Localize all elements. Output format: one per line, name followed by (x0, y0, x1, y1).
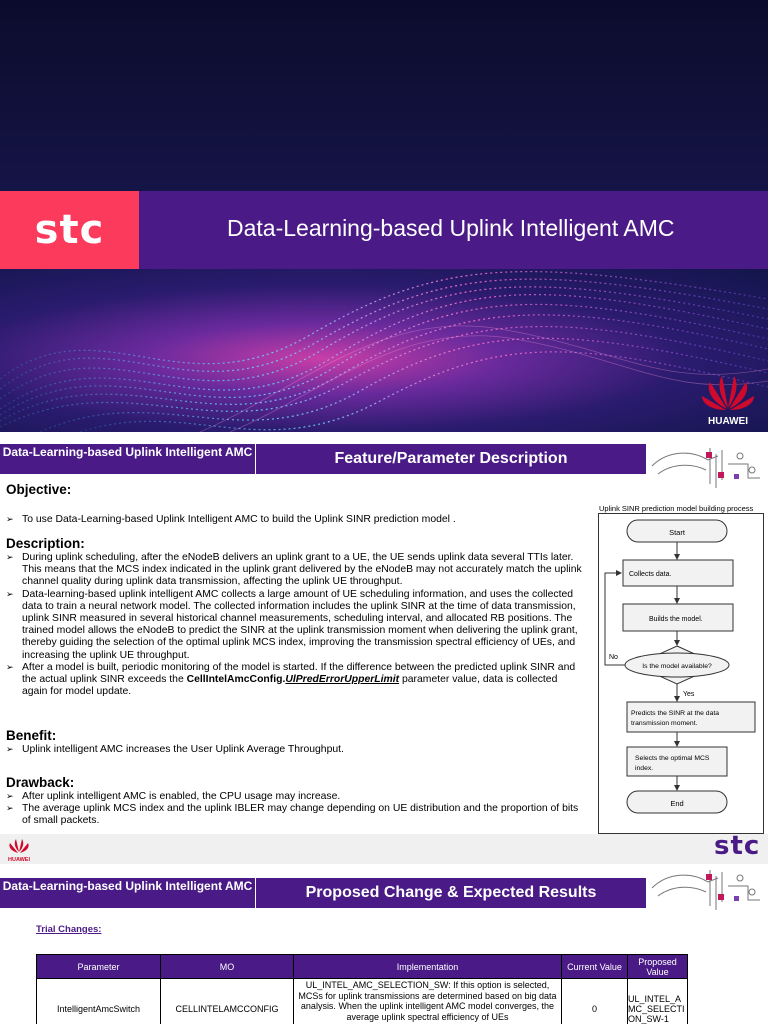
flow-step-select (627, 747, 727, 776)
column-header: Proposed Value (628, 955, 688, 979)
flow-step-predict (627, 702, 755, 732)
flow-decision (625, 646, 729, 684)
flow-start (627, 520, 727, 542)
parameter-cell: IntelligentAmcSwitch (37, 979, 161, 1024)
arrow-bullet-icon: ➢ (6, 792, 14, 802)
column-header: Current Value (562, 955, 628, 979)
flowchart (598, 513, 764, 834)
huawei-petals-icon (696, 370, 760, 428)
divider-bar (0, 834, 768, 864)
huawei-petals-icon (6, 837, 32, 863)
flowchart-caption: Uplink SINR prediction model building process (599, 504, 754, 513)
huawei-logo-small (6, 837, 32, 863)
feature-name-header: Data-Learning-based Uplink Intelligent AMC (0, 444, 255, 474)
list-item: ➢ After uplink intelligent AMC is enabled, the CPU usage may increase. (6, 791, 341, 802)
table-header-row (37, 955, 688, 979)
list-item: ➢ To use Data-Learning-based Uplink Intelligent AMC to build the Uplink SINR prediction model . (6, 514, 456, 525)
svg-text:HUAWEI: HUAWEI (708, 416, 748, 427)
arrow-bullet-icon: ➢ (6, 662, 14, 673)
proposed-change-slide (0, 866, 768, 1024)
list-item: ➢ During uplink scheduling, after the eNodeB delivers an uplink grant to a UE, the UE sends uplink data several TTIs later. This means that the MCS index indicated in the uplink grant delivered by the eNodeB may not accurately match the uplink channel quality during uplink data transmission, affecting the uplink UE throughput. (6, 552, 582, 588)
implementation-cell: UL_INTEL_AMC_SELECTION_SW: If this option is selected, MCSs for uplink transmissions are determined based on big data analysis. When the uplink intelligent AMC model converges, the average uplink spectral efficiency of UEs (294, 979, 562, 1024)
list-item: ➢ After a model is built, periodic monitoring of the model is started. If the difference between the predicted uplink SINR and the actual uplink SINR exceeds the CellIntelAmcConfig.UlPredErrorUpperLimit parameter value, data is collected again for model update. (6, 661, 576, 698)
benefit-list (6, 744, 584, 756)
flow-step-build (623, 604, 733, 631)
section-header: Proposed Change & Expected Results (256, 878, 646, 908)
mo-name: CellIntelAmcConfig (186, 674, 283, 686)
stc-logo: stc (34, 207, 105, 253)
flow-step-collect (623, 560, 733, 586)
current-value-cell: 0 (562, 979, 628, 1024)
svg-text:Is the model available?: Is the model available? (642, 663, 712, 670)
svg-text:Predicts the SINR at the data: Predicts the SINR at the data (631, 710, 720, 717)
arrow-bullet-icon: ➢ (6, 515, 14, 525)
svg-text:Start: Start (669, 528, 685, 537)
description-list (6, 552, 584, 698)
svg-text:End: End (670, 799, 684, 808)
huawei-logo (696, 370, 760, 428)
svg-text:HUAWEI: HUAWEI (8, 857, 30, 863)
flow-end (627, 791, 727, 813)
objective-heading: Objective: (6, 482, 72, 497)
wave-graphic (0, 269, 768, 432)
yes-label: Yes (683, 691, 695, 698)
flowchart-diagram (599, 514, 763, 833)
title-slide (0, 0, 768, 432)
robot-hand-icon (648, 444, 768, 492)
column-header: MO (161, 955, 294, 979)
table-row (37, 979, 688, 1024)
parameter-table (36, 954, 688, 1024)
arrow-bullet-icon: ➢ (6, 745, 14, 755)
stc-logo-box (0, 191, 139, 269)
benefit-heading: Benefit: (6, 728, 57, 743)
mo-cell: CELLINTELAMCCONFIG (161, 979, 294, 1024)
drawback-list (6, 791, 584, 828)
column-header: Parameter (37, 955, 161, 979)
arrow-bullet-icon: ➢ (6, 804, 14, 815)
description-heading: Description: (6, 536, 85, 551)
drawback-heading: Drawback: (6, 775, 75, 790)
feature-name-header: Data-Learning-based Uplink Intelligent AMC (0, 878, 255, 908)
svg-text:Selects the optimal MCS: Selects the optimal MCS (635, 755, 710, 762)
section-header: Feature/Parameter Description (256, 444, 646, 474)
proposed-value-cell: UL_INTEL_AMC_SELECTION_SW-1 (628, 979, 688, 1024)
no-label: No (609, 654, 618, 661)
list-item: ➢ Data-learning-based uplink intelligent AMC collects a large amount of UE scheduling information, and uses the collected data to train a neural network model. The collected information includes the uplink SINR at the time of data transmission, uplink SINR measured in several historical channel measurements, scheduling interval, and allocated RB positions. The trained model allows the eNodeB to predict the SINR at the uplink transmission moment when delivering the uplink grant, thereby guiding the selection of the optimal uplink MCS index, improving the transmission spectral efficiency of UEs, and increasing the uplink UE throughput. (6, 588, 578, 661)
column-header: Implementation (294, 955, 562, 979)
objective-list (6, 514, 584, 526)
trial-changes-label: Trial Changes: (36, 924, 102, 935)
svg-text:transmission moment.: transmission moment. (631, 720, 698, 727)
robot-hand-icon (648, 866, 768, 914)
list-item: ➢ Uplink intelligent AMC increases the User Uplink Average Throughput. (6, 744, 344, 755)
arrow-bullet-icon: ➢ (6, 553, 14, 563)
list-item: ➢ The average uplink MCS index and the uplink IBLER may change depending on UE distribution and the proportion of bits of small packets. (6, 803, 579, 827)
arrow-bullet-icon: ➢ (6, 589, 14, 600)
page-title: Data-Learning-based Uplink Intelligent AMC (227, 215, 675, 241)
stc-logo-dark: stc (714, 831, 761, 861)
wave-background-image (0, 269, 768, 432)
svg-text:index.: index. (635, 765, 654, 772)
description-slide (0, 444, 768, 834)
parameter-name: UlPredErrorUpperLimit (285, 674, 400, 686)
svg-text:Collects data.: Collects data. (629, 571, 672, 578)
svg-text:Builds the model.: Builds the model. (649, 616, 703, 623)
